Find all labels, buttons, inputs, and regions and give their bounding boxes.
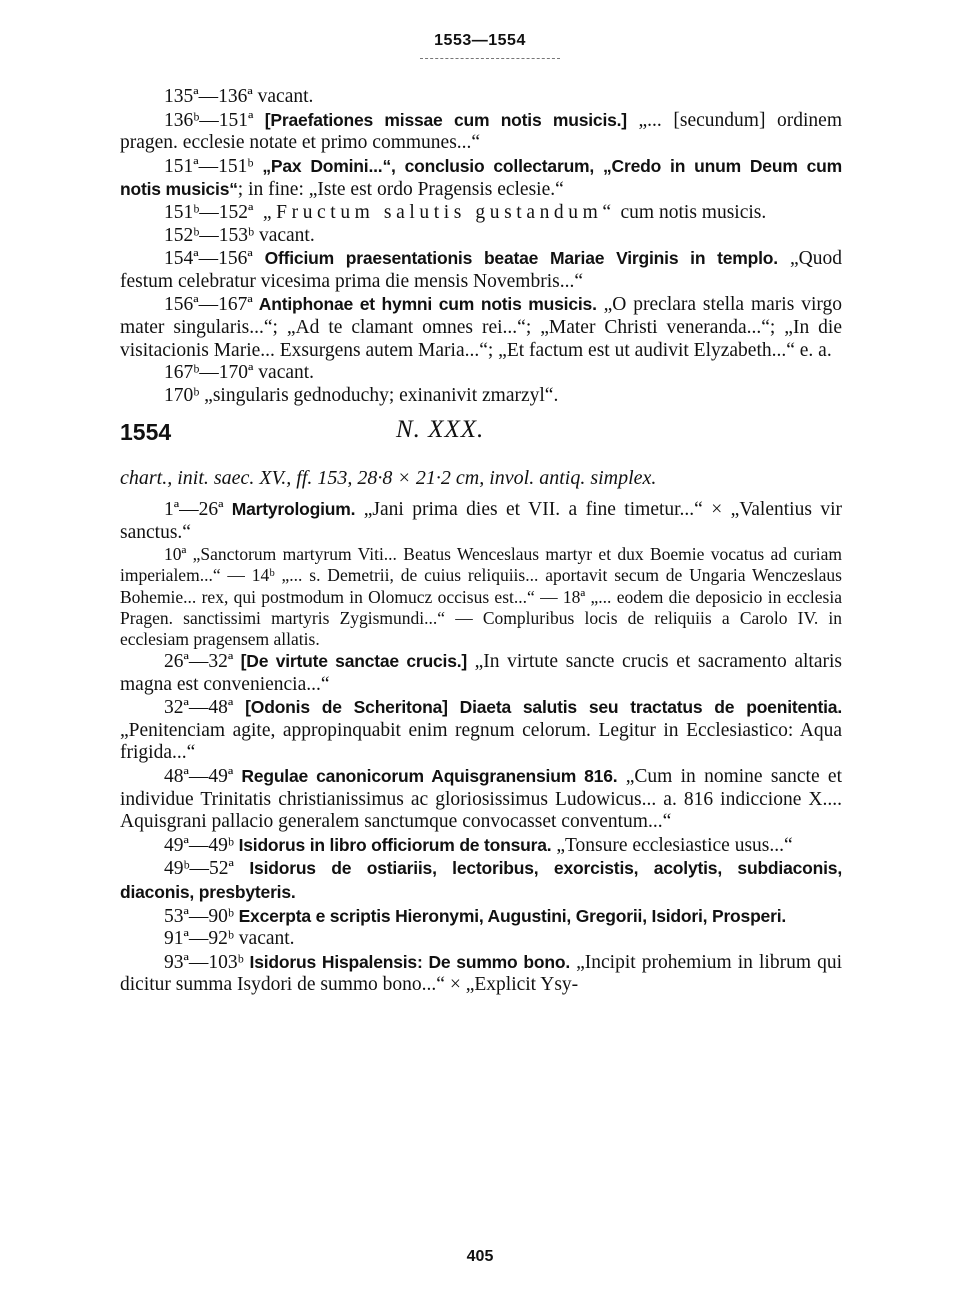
entry-text: vacant. <box>254 224 315 246</box>
catalog-entry <box>120 905 842 929</box>
folio-range: 167ᵇ—170ª <box>164 362 254 384</box>
entries-1554 <box>120 498 842 997</box>
folio-range: 136ᵇ—151ª <box>164 109 254 131</box>
catalog-entry <box>120 765 842 834</box>
entry-text: „Jani prima dies et VII. a fine timetur...“ × „Valentius vir sanctus.“ <box>120 498 842 543</box>
catalog-entry <box>120 362 842 385</box>
entry-title: Isidorus Hispalensis: De summo bono. <box>243 951 571 972</box>
folio-range: 93ª—103ᵇ <box>164 951 244 973</box>
catalog-entry <box>120 86 842 109</box>
manuscript-description: chart., init. saec. XV., ff. 153, 28·8 × 21·2 cm, invol. antiq. simplex. <box>120 467 657 490</box>
folio-range: 48ª—49ª <box>164 766 234 788</box>
folio-range: 151ᵇ—152ª <box>164 201 254 223</box>
entry-title: [Praefationes missae cum notis musicis.] <box>253 109 627 130</box>
entry-title: Officium praesentationis beatae Mariae Virginis in templo. <box>252 248 778 269</box>
catalog-entry <box>120 857 842 904</box>
catalog-entry <box>120 498 842 544</box>
entry-title: Martyrologium. <box>223 498 356 519</box>
entry-text: ; in fine: „Iste est ordo Pragensis eclesie.“ <box>237 179 564 201</box>
entry-text: cum notis musicis. <box>615 201 767 223</box>
catalog-entry <box>120 544 842 650</box>
entry-title: „Pax Domini...“, conclusio collectarum, „Credo in unum Deum cum notis musicis“ <box>120 155 842 200</box>
catalog-entry <box>120 225 842 248</box>
folio-range: 26ª—32ª <box>164 651 234 673</box>
catalog-entry <box>120 155 842 202</box>
entry-title: Regulae canonicorum Aquisgranensium 816. <box>233 766 618 787</box>
folio-range: 32ª—48ª <box>164 697 234 719</box>
entry-title: [Odonis de Scheritona] Diaeta salutis seu tractatus de poenitentia. <box>233 697 842 718</box>
entry-text: „Cum in nomine sancte et individue Trinitatis christianissimus ac gloriosissimus Ludowicus... a. 816 indiccione X.... Aquisgrani pallacio generalem sanctumque convocasset conventum...“ <box>120 766 842 833</box>
folio-range: 151ª—151ᵇ <box>164 155 254 177</box>
page-body <box>120 86 842 997</box>
entry-spaced-title: „Fructum salutis gustandum“ <box>253 201 616 223</box>
entry-text: „Tonsure ecclesiastice usus...“ <box>551 834 793 856</box>
heading-manuscript: N. XXX. <box>396 416 485 444</box>
running-head: 1553—1554 <box>434 32 526 49</box>
catalog-entry <box>120 293 842 362</box>
catalog-entry <box>120 247 842 293</box>
entry-text: „In virtute sancte crucis et sacramento altaris magna est conveniencia...“ <box>120 651 842 695</box>
entry-text: „Sanctorum martyrum Viti... Beatus Wenceslaus martyr et dux Boemie vocatus ad curiam imperialem...“ — 14ᵇ „... s. Demetrii, de cuius reliquiis... aportavit secum de Ungaria Wenczeslaus Bohemie... rex, qui postmodum in Olomucz occisus est...“ — 18ª „... eodem die deposicio in ecclesia Pragen. sanctissimi martyris Zygismundi...“ — Compluribus locis de reliquiis a Carolo IV. in ecclesiam pragensem allatis. <box>120 544 842 649</box>
catalog-entry <box>120 696 842 765</box>
entry-text: vacant. <box>252 86 314 107</box>
entry-text: „Quod festum celebratur vicesima prima die mensis Novembris...“ <box>120 248 842 292</box>
folio-range: 152ᵇ—153ᵇ <box>164 224 255 246</box>
entry-text: „O preclara stella maris virgo mater singularis...“; „Ad te clamant omnes rei...“; „Mater Christi veneranda...“; „In die visitacionis Marie... Exsurgens autem Maria...“; „Et factum est ut audivit Elyzabeth...“ e. a. <box>120 294 842 361</box>
running-head-rule <box>420 58 560 59</box>
entries-1553 <box>120 86 842 407</box>
catalog-entry <box>120 951 842 997</box>
folio-range: 154ª—156ª <box>164 248 253 270</box>
folio-range: 1ª—26ª <box>164 498 224 520</box>
folio-range: 135ª—136ª <box>164 86 253 107</box>
catalog-entry <box>120 385 842 408</box>
catalog-entry <box>120 834 842 858</box>
entry-title: Antiphonae et hymni cum notis musicis. <box>252 294 597 315</box>
catalog-entry <box>120 109 842 155</box>
folio-range: 49ª—49ᵇ <box>164 834 234 856</box>
folio-range: 10ª <box>164 544 187 565</box>
manuscript-heading <box>120 407 842 463</box>
catalog-entry <box>120 202 842 225</box>
entry-title: Isidorus in libro officiorum de tonsura. <box>233 834 552 855</box>
entry-text: vacant. <box>253 362 315 384</box>
folio-range: 156ª—167ª <box>164 294 253 316</box>
entry-title: [De virtute sanctae crucis.] <box>233 651 468 672</box>
entry-title: Excerpta e scriptis Hieronymi, Augustini, Gregorii, Isidori, Prosperi. <box>233 905 787 926</box>
entry-title: Isidorus de ostiariis, lectoribus, exorcistis, acolytis, subdiaconis, diaconis, presbyteris. <box>120 858 842 903</box>
entry-text: „... [secundum] ordinem pragen. ecclesie notate et primo communes...“ <box>120 109 842 154</box>
folio-range: 49ᵇ—52ª <box>164 858 234 880</box>
entry-text: vacant. <box>233 928 295 950</box>
catalog-entry <box>120 928 842 951</box>
heading-year: 1554 <box>120 419 172 446</box>
entry-text: „Incipit prohemium in librum qui dicitur summa Isydori de summo bono...“ × „Explicit Ysy- <box>120 951 842 996</box>
catalog-entry <box>120 650 842 696</box>
folio-range: 170ᵇ <box>164 384 200 406</box>
entry-text: „Penitenciam agite, appropinquabit enim regnum celorum. Legitur in Ecclesiastico: Aqua frigida...“ <box>120 719 842 764</box>
entry-text: „singularis gednoduchy; exinanivit zmarzyl“. <box>199 384 559 406</box>
page-number: 405 <box>466 1248 494 1265</box>
folio-range: 91ª—92ᵇ <box>164 928 234 950</box>
folio-range: 53ª—90ᵇ <box>164 905 234 927</box>
